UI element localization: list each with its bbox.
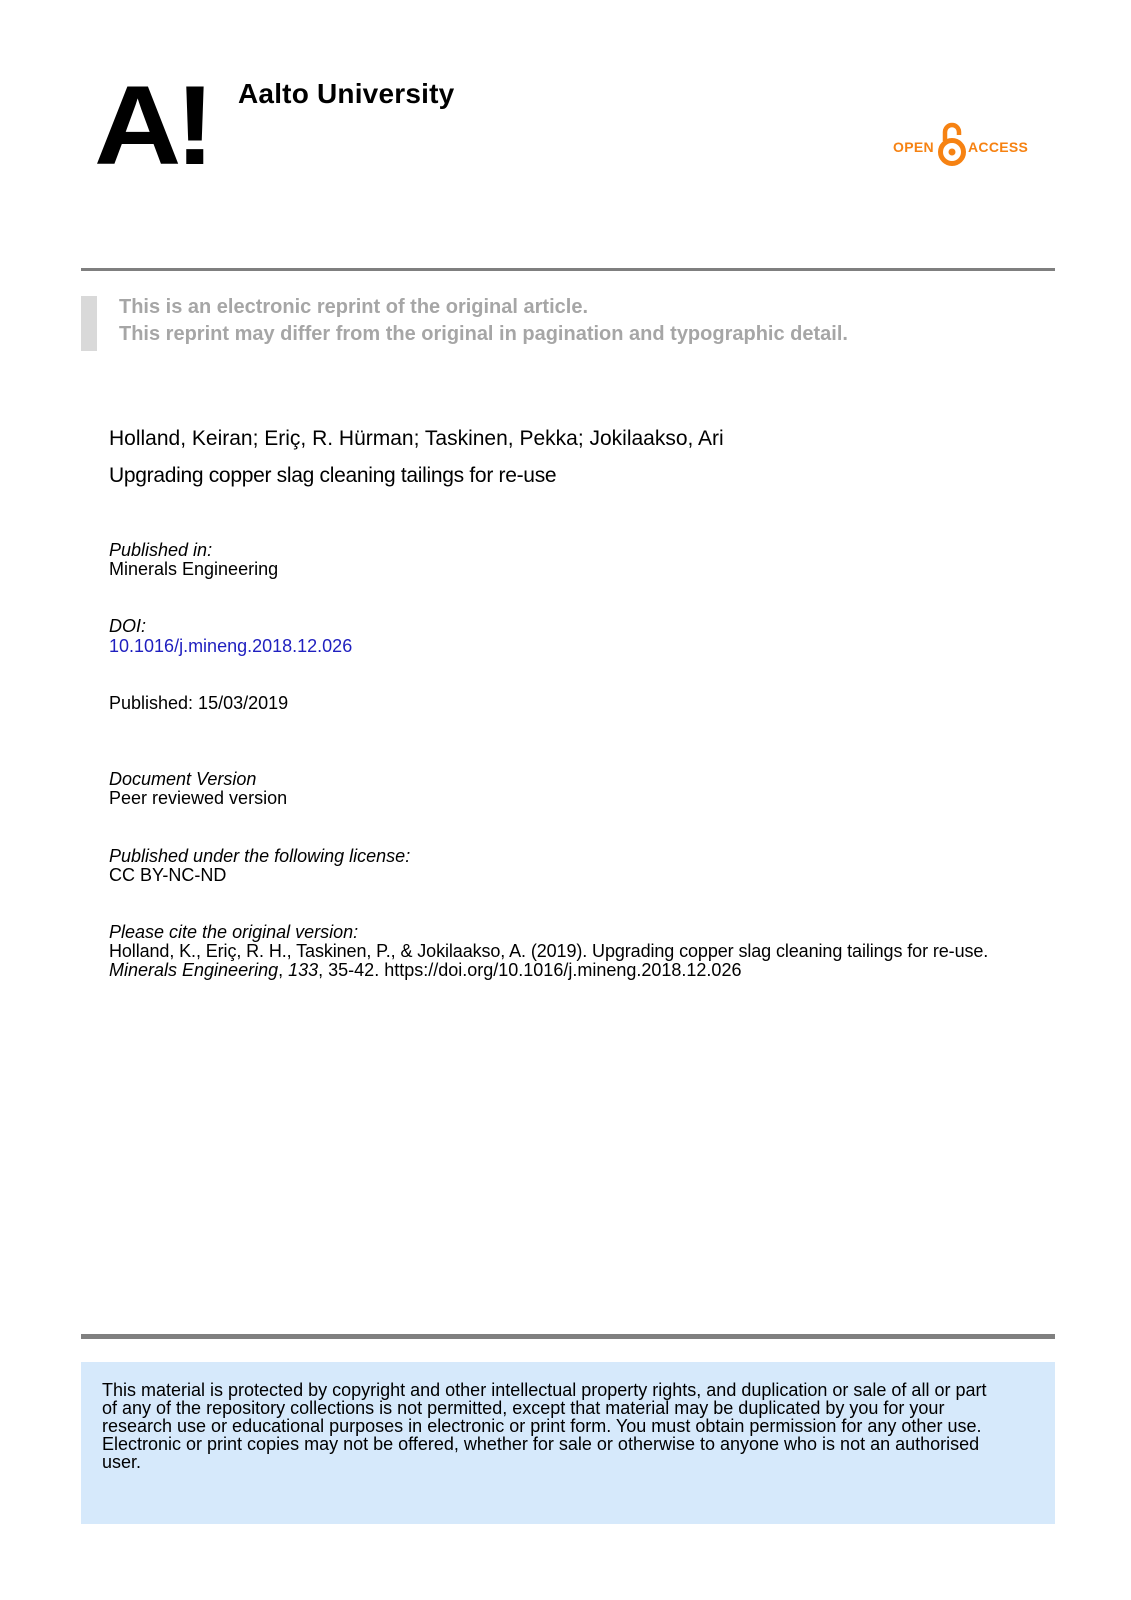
open-access-open-label: OPEN (893, 139, 934, 155)
open-lock-icon (938, 121, 966, 169)
citation-separator: , (278, 960, 289, 980)
copyright-notice-text: This material is protected by copyright and other intellectual property rights, and duplication or sale of all or part of any of the repository collections is not permitted, except that material may be duplicated by you for your research use or educational purposes in electronic or print form. You must obtain permission for any other use. Electronic or print copies may not be offered, whether for sale or otherwise to anyone who is not an authorised user. (102, 1380, 987, 1472)
citation-line-1: Holland, K., Eriç, R. H., Taskinen, P., & Jokilaakso, A. (2019). Upgrading copper slag cleaning tailings for re-use. (109, 941, 989, 961)
citation-volume: 133 (288, 960, 319, 980)
aalto-logo-mark: A! (94, 63, 209, 188)
license-label: Published under the following license: (109, 846, 411, 866)
doi-link[interactable]: 10.1016/j.mineng.2018.12.026 (109, 636, 353, 656)
article-authors: Holland, Keiran; Eriç, R. Hürman; Taskinen, Pekka; Jokilaakso, Ari (109, 427, 724, 450)
open-access-badge (893, 121, 1028, 169)
reprint-notice-line-1: This is an electronic reprint of the original article. (119, 296, 588, 318)
published-date: Published: 15/03/2019 (109, 693, 289, 713)
citation-journal: Minerals Engineering (109, 960, 279, 980)
citation-pages-doi: , 35-42. https://doi.org/10.1016/j.mineng.2018.12.026 (318, 960, 742, 980)
reprint-notice-line-2: This reprint may differ from the original in pagination and typographic detail. (119, 323, 848, 345)
document-version-value: Peer reviewed version (109, 788, 288, 808)
open-access-access-label: ACCESS (968, 139, 1029, 155)
published-in-label: Published in: (109, 540, 213, 560)
document-version-label: Document Version (109, 769, 257, 789)
license-value: CC BY-NC-ND (109, 865, 227, 885)
doi-label: DOI: (109, 616, 147, 636)
citation-line-2 (109, 960, 741, 981)
reprint-notice-bar (81, 296, 97, 351)
header-divider (81, 268, 1055, 271)
published-in-value: Minerals Engineering (109, 559, 279, 579)
article-title: Upgrading copper slag cleaning tailings for re-use (109, 464, 557, 487)
copyright-notice-box (81, 1362, 1055, 1524)
footer-divider (81, 1334, 1055, 1339)
cite-label: Please cite the original version: (109, 922, 359, 942)
aalto-logo-text: Aalto University (238, 78, 455, 109)
